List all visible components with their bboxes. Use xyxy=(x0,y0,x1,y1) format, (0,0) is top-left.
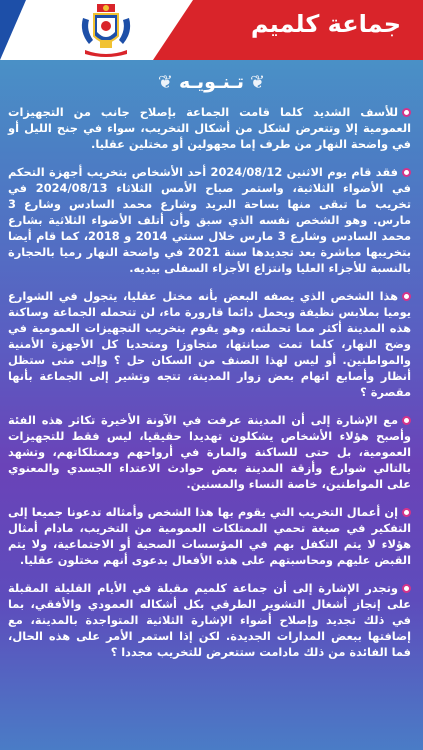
notice-paragraph xyxy=(8,580,411,660)
header-bar xyxy=(0,0,423,60)
bullet-icon xyxy=(402,292,411,301)
site-title: جماعة كلميم xyxy=(250,10,401,38)
ornament-left-icon: ❦ xyxy=(157,71,174,93)
notice-title: تـنـويـه xyxy=(179,71,244,93)
paragraph-text: فقد قام يوم الاثنين 2024/08/12 أحد الأشخاص بتخريب أجهزة التحكم في الأضواء الثلاثية، واستمر صباح الأمس الثلاثاء 2024/08/13 في تخريب ما تبقى منها بساحة البريد وشارع محمد السادس وشارع 3 مارس. وهو الشخص نفسه الذي سبق وأن أتلف الأضواء الثلاثية بشارع محمد السادس وشارع 3 مارس خلال سنتي 2014 و 2018، كما قام أيضا بتخريبها مباشرة بعد تجديدها سنة 2021 في واضحة النهار رميا بالحجارة بالنسبة للأجزاء العليا وانتزاع الأجزاء السفلى بيديه. xyxy=(8,165,412,275)
paragraph-text: إن أعمال التخريب التي يقوم بها هذا الشخص وأمثاله تدعونا جميعا إلى التفكير في صيغة تحمي الممتلكات العمومية من التخريب، مادام أمثال هؤلاء لا يتم التكفل بهم في المؤسسات الصحية أو الاجتماعية، ولا يتم القبض عليهم ومحاسبتهم على هذه الأفعال بدعوى أنهم مختلون عقليا. xyxy=(8,505,411,567)
notice-title-row xyxy=(0,69,423,95)
notice-paragraph xyxy=(8,164,411,276)
bullet-icon xyxy=(402,508,411,517)
notice-paragraph xyxy=(8,288,411,400)
ornament-right-icon: ❦ xyxy=(249,71,266,93)
paragraph-text: للأسف الشديد كلما قامت الجماعة بإصلاح جانب من التجهيزات العمومية إلا وتتعرض لشكل من أشكال التخريب، سواء في جنح الليل أو في واضحة النهار من طرف إما مجهولين أو مختلين عقليا. xyxy=(8,105,411,151)
header-blue-corner xyxy=(0,0,26,60)
bullet-icon xyxy=(402,168,411,177)
municipality-emblem-logo xyxy=(77,2,135,58)
paragraph-text: مع الإشارة إلى أن المدينة عرفت في الآونة الأخيرة تكاثر هذه الفئة وأصبح هؤلاء الأشخاص يشكلون تهديدا حقيقيا، ليس فقط للتجهيزات العمومية، بل حتى للساكنة والمارة في أرواحهم وممتلكاتهم، وتشهد بالتالي شوارع وأزقة المدينة بعض حوادث الاعتداء الجسدي والمعنوي على المواطنين، خاصة النساء والمسنين. xyxy=(8,413,411,491)
bullet-icon xyxy=(402,416,411,425)
bullet-icon xyxy=(402,584,411,593)
notice-body xyxy=(8,104,411,672)
bullet-icon xyxy=(402,108,411,117)
paragraph-text: وتجدر الإشارة إلى أن جماعة كلميم مقبلة في الأيام القليلة المقبلة على إنجاز أشغال التشوير الطرقي بكل أشكاله العمودي والأفقي، بما في ذلك تجديد وإصلاح أضواء الإشارة الثلاثية المتواجدة بالمدينة، مع إضافتها ببعض المدارات الجديدة. لكن إذا استمر الأمر على هذه الحال، فما الفائدة من ذلك مادامت ستتعرض للتخريب مجددا ؟ xyxy=(8,581,411,659)
notice-paragraph xyxy=(8,104,411,152)
notice-paragraph xyxy=(8,412,411,492)
notice-paragraph xyxy=(8,504,411,568)
paragraph-text: هذا الشخص الذي يصفه البعض بأنه مختل عقليا، يتجول في الشوارع يوميا بملابس نظيفة ويحمل دائما قارورة ماء، لن تتحمله الجماعة وساكنة هذه المدينة أكثر مما تحملته، وهو يقوم بتخريب التجهيزات العمومية في وضح النهار، كلما تمت صيانتها، متجاوزا ومتحديا كل الأجهزة الأمنية والمواطنين. أو ليس لهذا الصنف من السكان حل ؟ وإلى متى ستظل أنظار وأصابع اتهام بعض زوار المدينة، تتجه وتشير إلى الجماعة بأنها مقصرة ؟ xyxy=(8,289,411,399)
